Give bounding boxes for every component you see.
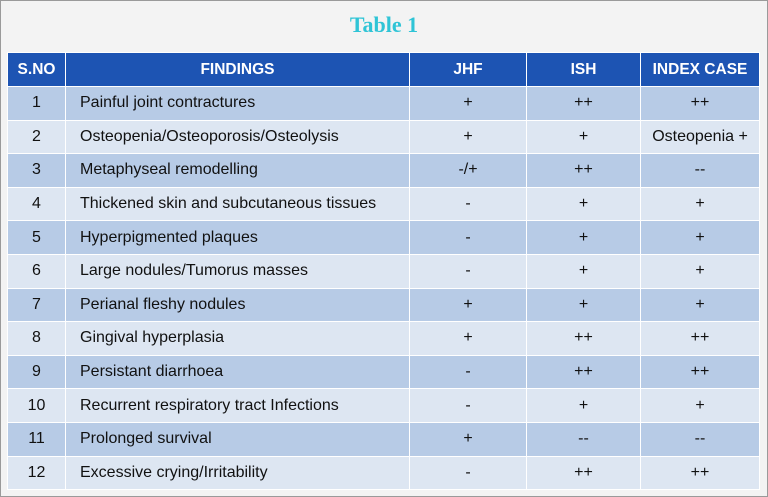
cell-ish: ++: [527, 322, 641, 356]
cell-index-case: ++: [641, 87, 760, 121]
cell-finding: Prolonged survival: [66, 422, 410, 456]
cell-sno: 10: [8, 389, 66, 423]
cell-finding: Excessive crying/Irritability: [66, 456, 410, 490]
table-row: [8, 322, 760, 356]
cell-finding: Painful joint contractures: [66, 87, 410, 121]
cell-sno: 9: [8, 355, 66, 389]
table-row: [8, 355, 760, 389]
cell-sno: 11: [8, 422, 66, 456]
table-row: [8, 154, 760, 188]
cell-ish: +: [527, 389, 641, 423]
cell-ish: --: [527, 422, 641, 456]
cell-sno: 8: [8, 322, 66, 356]
findings-table: [7, 52, 760, 490]
cell-jhf: +: [410, 288, 527, 322]
header-sno: S.NO: [8, 53, 66, 87]
cell-index-case: ++: [641, 322, 760, 356]
table-row: [8, 87, 760, 121]
cell-jhf: +: [410, 87, 527, 121]
cell-finding: Gingival hyperplasia: [66, 322, 410, 356]
cell-ish: ++: [527, 154, 641, 188]
table-title: Table 1: [349, 12, 419, 37]
cell-finding: Thickened skin and subcutaneous tissues: [66, 187, 410, 221]
header-findings: FINDINGS: [66, 53, 410, 87]
cell-jhf: -: [410, 389, 527, 423]
cell-sno: 6: [8, 254, 66, 288]
cell-finding: Perianal fleshy nodules: [66, 288, 410, 322]
header-row: [8, 53, 760, 87]
cell-index-case: ++: [641, 456, 760, 490]
cell-jhf: -: [410, 254, 527, 288]
cell-finding: Osteopenia/Osteoporosis/Osteolysis: [66, 120, 410, 154]
cell-jhf: -: [410, 456, 527, 490]
table-row: [8, 288, 760, 322]
cell-index-case: ++: [641, 355, 760, 389]
cell-sno: 2: [8, 120, 66, 154]
cell-jhf: -/+: [410, 154, 527, 188]
cell-finding: Recurrent respiratory tract Infections: [66, 389, 410, 423]
cell-sno: 3: [8, 154, 66, 188]
cell-finding: Metaphyseal remodelling: [66, 154, 410, 188]
cell-index-case: +: [641, 187, 760, 221]
cell-ish: +: [527, 187, 641, 221]
header-jhf: JHF: [410, 53, 527, 87]
cell-ish: +: [527, 254, 641, 288]
cell-sno: 4: [8, 187, 66, 221]
cell-ish: ++: [527, 355, 641, 389]
cell-index-case: +: [641, 254, 760, 288]
cell-jhf: -: [410, 355, 527, 389]
cell-index-case: --: [641, 154, 760, 188]
table-row: [8, 221, 760, 255]
table-row: [8, 422, 760, 456]
cell-finding: Persistant diarrhoea: [66, 355, 410, 389]
table-row: [8, 389, 760, 423]
cell-ish: ++: [527, 456, 641, 490]
cell-index-case: +: [641, 221, 760, 255]
header-ish: ISH: [527, 53, 641, 87]
cell-index-case: Osteopenia +: [641, 120, 760, 154]
table-row: [8, 254, 760, 288]
cell-ish: ++: [527, 87, 641, 121]
table-row: [8, 120, 760, 154]
cell-finding: Hyperpigmented plaques: [66, 221, 410, 255]
cell-ish: +: [527, 288, 641, 322]
cell-jhf: -: [410, 187, 527, 221]
cell-sno: 7: [8, 288, 66, 322]
cell-jhf: -: [410, 221, 527, 255]
table-row: [8, 187, 760, 221]
cell-jhf: +: [410, 120, 527, 154]
cell-jhf: +: [410, 422, 527, 456]
cell-ish: +: [527, 221, 641, 255]
cell-index-case: +: [641, 389, 760, 423]
header-index-case: INDEX CASE: [641, 53, 760, 87]
cell-index-case: --: [641, 422, 760, 456]
cell-sno: 1: [8, 87, 66, 121]
table-row: [8, 456, 760, 490]
cell-jhf: +: [410, 322, 527, 356]
cell-sno: 5: [8, 221, 66, 255]
cell-index-case: +: [641, 288, 760, 322]
cell-sno: 12: [8, 456, 66, 490]
cell-ish: +: [527, 120, 641, 154]
cell-finding: Large nodules/Tumorus masses: [66, 254, 410, 288]
